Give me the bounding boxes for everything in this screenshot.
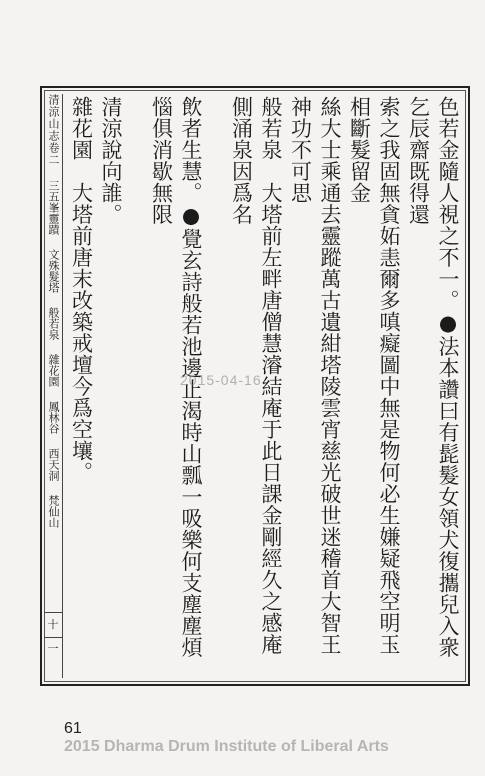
text-column-3: 絲大士乘通去靈蹤萬古遺紺塔陵雲宵慈光破世迷稽首大智王神功不可思: [288, 96, 342, 655]
text-column-6: 清涼說向誰。: [99, 96, 123, 225]
index-item-0: 文殊髮塔: [47, 249, 60, 293]
index-item-3: 鳳林谷: [47, 401, 60, 434]
index-item-5: 梵仙山: [47, 495, 60, 528]
scan-date-stamp: 2015-04-16: [180, 372, 262, 388]
main-text: [70, 96, 462, 676]
book-title: 清涼山志卷二: [47, 94, 60, 166]
index-item-4: 西天洞: [47, 448, 60, 481]
folio-number: 61: [64, 720, 82, 737]
index-item-2: 雜花園: [47, 354, 60, 387]
text-column-7: 雜花園 大塔前唐末改築戒壇今爲空壤。: [70, 96, 94, 483]
margin-header: [44, 94, 63, 678]
footer-watermark: 2015 Dharma Drum Institute of Liberal Arts: [64, 738, 389, 755]
text-column-2: 索之我固無貪妬恚爾多嗔癡圖中無是物何必生嫌疑飛空明玉相斷髮留金: [347, 96, 401, 655]
text-column-5: 飲者生慧。●覺玄詩般若池邊止渴時山瓢一吸樂何支塵塵煩惱俱消歇無限: [149, 96, 203, 658]
index-item-1: 般若泉: [47, 307, 60, 340]
text-column-1: 色若金隨人視之不一。●法本讚曰有髭髮女領犬復攜兒入衆乞辰齋既得還: [406, 96, 460, 658]
section-title: 三五峯靈蹟: [47, 180, 60, 235]
margin-page-number: 十一: [44, 612, 62, 638]
text-column-4: 般若泉 大塔前左畔唐僧慧濬結庵于此日課金剛經久之感庵側涌泉因爲名: [229, 96, 283, 655]
